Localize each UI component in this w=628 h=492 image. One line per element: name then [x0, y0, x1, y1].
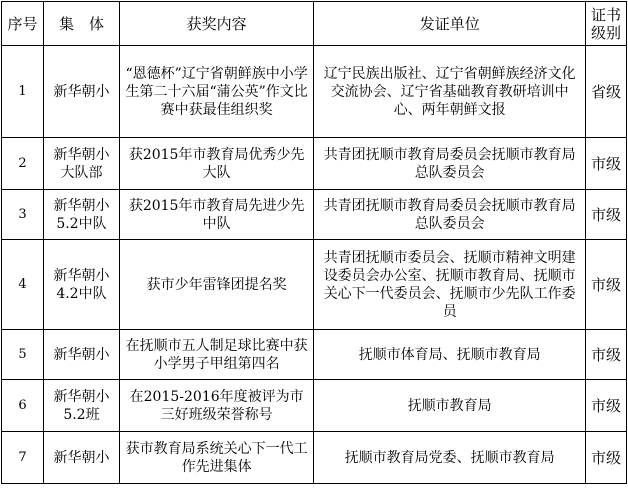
- row-level: 市级: [585, 330, 626, 380]
- row-index: 3: [2, 190, 44, 240]
- header-index: 序号: [2, 2, 44, 46]
- row-issuer: 共青团抚顺市教育局委员会抚顺市教育局总队委员会: [314, 138, 585, 190]
- row-level: 市级: [585, 138, 626, 190]
- row-issuer: 共青团抚顺市教育局委员会抚顺市教育局总队委员会: [314, 190, 585, 240]
- row-group: 新华朝小: [44, 330, 120, 380]
- row-award: 获2015年市教育局先进少先中队: [119, 190, 314, 240]
- row-index: 1: [2, 46, 44, 138]
- row-group: 新华朝小4.2中队: [44, 240, 120, 330]
- header-row: [2, 2, 627, 46]
- row-level: 市级: [585, 240, 626, 330]
- row-group: 新华朝小5.2班: [44, 380, 120, 432]
- table-row: [2, 138, 627, 190]
- row-issuer: 抚顺市教育局党委、抚顺市教育局: [314, 432, 585, 484]
- row-level: 市级: [585, 432, 626, 484]
- table-row: [2, 380, 627, 432]
- row-index: 4: [2, 240, 44, 330]
- row-award: 在2015-2016年度被评为市三好班级荣誉称号: [119, 380, 314, 432]
- row-index: 6: [2, 380, 44, 432]
- row-level: 省级: [585, 46, 626, 138]
- row-index: 2: [2, 138, 44, 190]
- header-issuer: 发证单位: [314, 2, 585, 46]
- row-award: 获2015年市教育局优秀少先大队: [119, 138, 314, 190]
- row-index: 5: [2, 330, 44, 380]
- row-level: 市级: [585, 190, 626, 240]
- row-award: “恩德杯”辽宁省朝鲜族中小学生第二十六届“蒲公英”作文比赛中获最佳组织奖: [119, 46, 314, 138]
- awards-table: [1, 1, 627, 484]
- table-row: [2, 190, 627, 240]
- header-level: 证书级别: [585, 2, 626, 46]
- row-group: 新华朝小5.2中队: [44, 190, 120, 240]
- row-issuer: 共青团抚顺市委员会、抚顺市精神文明建设委员会办公室、抚顺市教育局、抚顺市关心下一代委员会、抚顺市少先队工作委员: [314, 240, 585, 330]
- row-index: 7: [2, 432, 44, 484]
- row-group: 新华朝小: [44, 46, 120, 138]
- header-group: 集 体: [44, 2, 120, 46]
- row-issuer: 辽宁民族出版社、辽宁省朝鲜族经济文化交流协会、辽宁省基础教育教研培训中心、两年朝鲜文报: [314, 46, 585, 138]
- table-row: [2, 330, 627, 380]
- row-level: 市级: [585, 380, 626, 432]
- row-award: 获市教育局系统关心下一代工作先进集体: [119, 432, 314, 484]
- table-row: [2, 432, 627, 484]
- table-row: [2, 240, 627, 330]
- table-row: [2, 46, 627, 138]
- row-group: 新华朝小大队部: [44, 138, 120, 190]
- row-issuer: 抚顺市体育局、抚顺市教育局: [314, 330, 585, 380]
- row-award: 获市少年雷锋团提名奖: [119, 240, 314, 330]
- row-group: 新华朝小: [44, 432, 120, 484]
- header-award: 获奖内容: [119, 2, 314, 46]
- row-issuer: 抚顺市教育局: [314, 380, 585, 432]
- row-award: 在抚顺市五人制足球比赛中获小学男子甲组第四名: [119, 330, 314, 380]
